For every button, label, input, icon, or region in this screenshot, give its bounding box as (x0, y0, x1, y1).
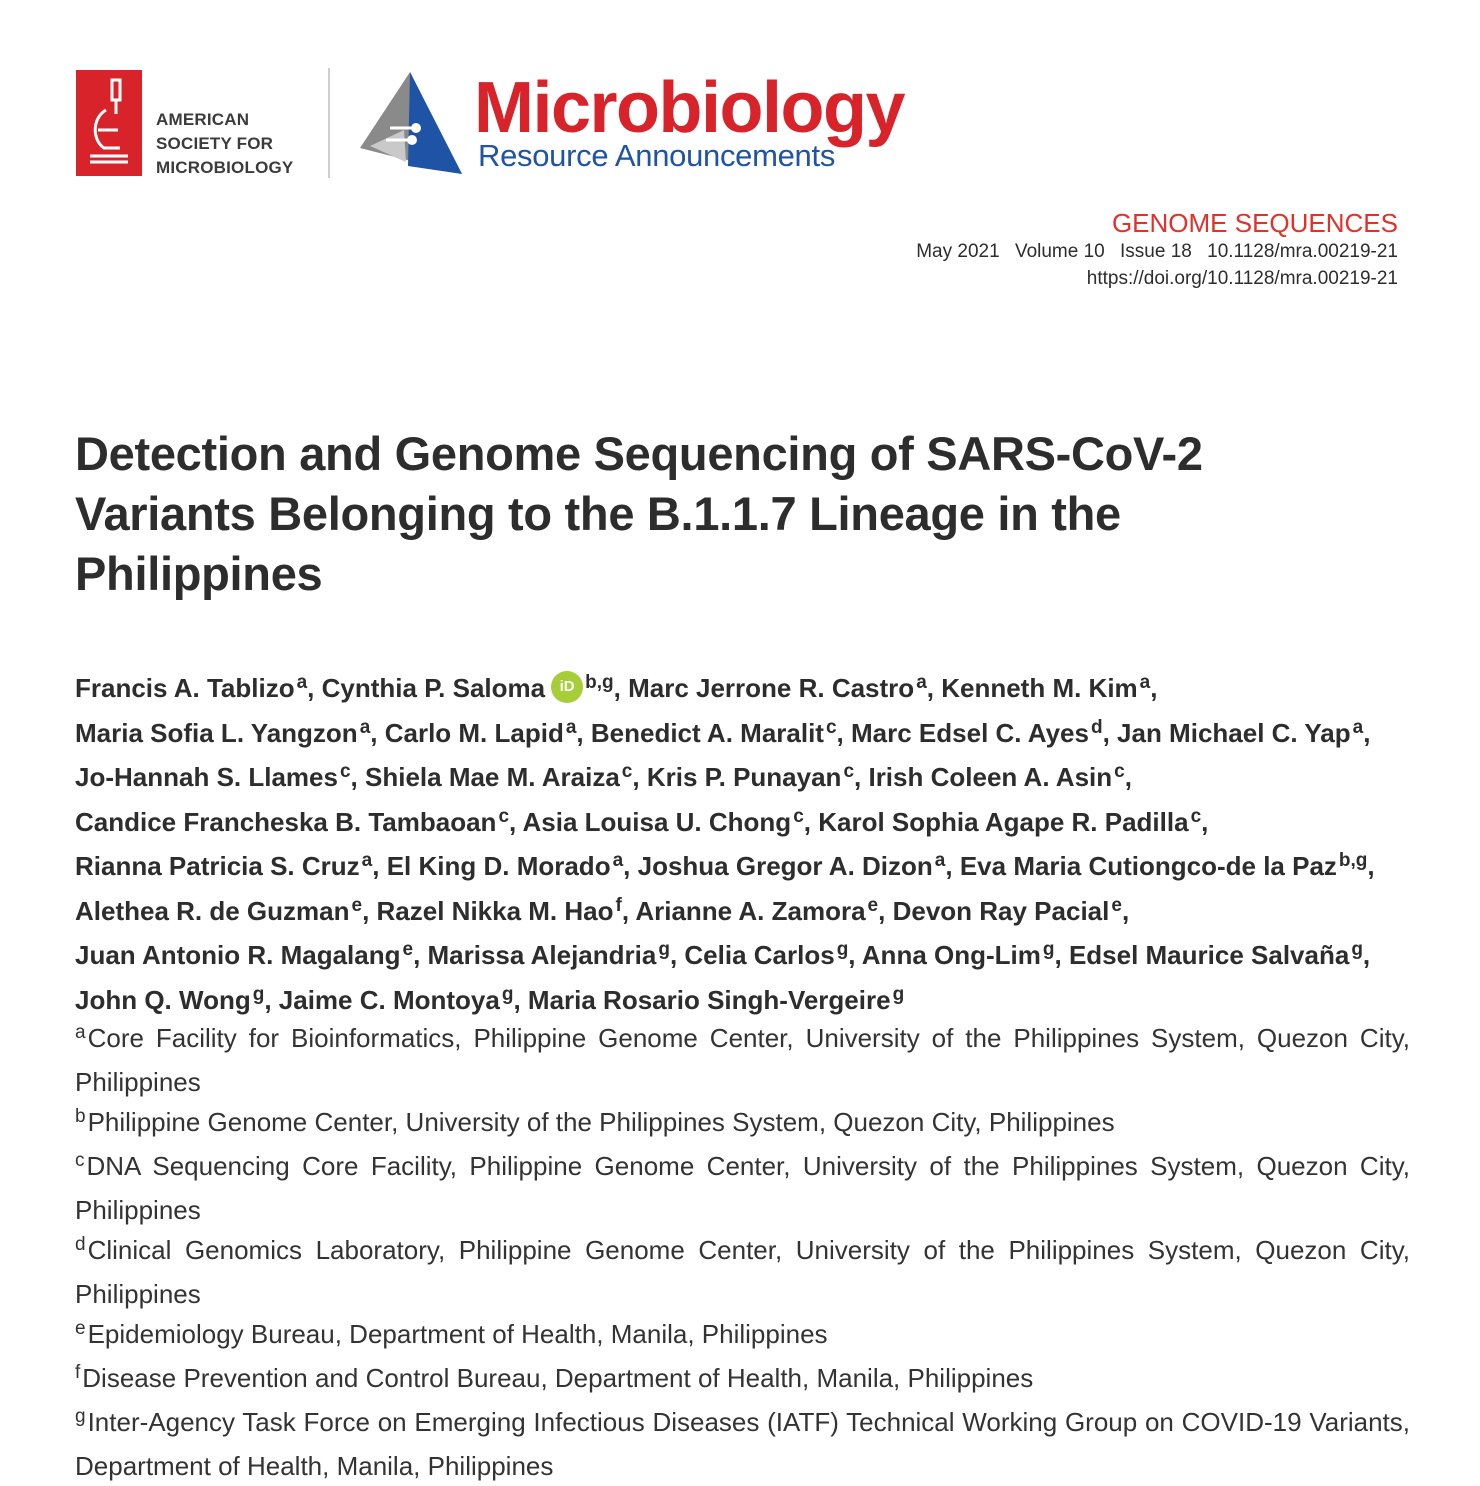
author-name: Joshua Gregor A. Dizon (637, 851, 933, 881)
author-affiliation-marker: g (252, 983, 265, 1005)
author (647, 762, 854, 792)
author (941, 673, 1150, 703)
author-list: Francis A. Tablizo $^a$, Cynthia P. Saloma iD $^{b,g}$, Marc Jerrone R. Castro $^a$, Kenneth M. Kim $^a$, Maria Sofia L. Yangzon $^a$, Carlo M. Lapid $^a$, Benedict A. Maralit $^c$, Marc Edsel C. Ayes $^d$, Jan Michael C. Yap $^a$, Jo-Hannah S. Llames $^c$, Shiela Mae M. Araiza $^c$, Kris P. Punayan $^c$, Irish Coleen A. Asin $^c$, Candice Francheska B. Tambaoan $^c$, Asia Louisa U. Chong $^c$, Karol Sophia Agape R. Padilla $^c$, Rianna Patricia S. Cruz $^a$, El King D. Morado $^a$, Joshua Gregor A. Dizon $^a$, Eva Maria Cutiongco-de la Paz $^{b,g}$, Alethea R. de Guzman $^e$, Razel Nikka M. Hao $^f$, Arianne A. Zamora $^e$, Devon Ray Pacial $^e$, Juan Antonio R. Magalang $^e$, Marissa Alejandria $^g$, Celia Carlos $^g$, Anna Ong-Lim $^g$, Edsel Maurice Salvaña $^g$, John Q. Wong $^g$, Jaime C. Montoya $^g$, Maria Rosario Singh-Vergeire $^g$ (75, 672, 1375, 1015)
author (684, 940, 848, 970)
author (75, 851, 372, 881)
section-label: GENOME SEQUENCES (1111, 208, 1398, 238)
author-name: John Q. Wong (75, 984, 251, 1015)
author-name: Rianna Patricia S. Cruz (75, 851, 360, 881)
author (851, 718, 1103, 748)
publication-date: May 2021 (916, 241, 1000, 262)
author-name: Cynthia P. Saloma (321, 673, 546, 703)
orcid-icon[interactable]: iD (551, 671, 583, 703)
author-name: Benedict A. Maralit (590, 717, 824, 748)
author (635, 896, 878, 926)
author-affiliation-marker: e (867, 894, 879, 916)
author (638, 851, 946, 881)
author (75, 807, 509, 837)
author-name: Arianne A. Zamora (635, 895, 866, 926)
journal-title: Microbiology (474, 68, 904, 148)
affiliation-key: g (75, 1406, 86, 1427)
author (862, 940, 1055, 970)
issue-line (916, 238, 1398, 265)
affiliation-key: e (75, 1318, 86, 1339)
author-name: Maria Sofia L. Yangzon (75, 717, 358, 748)
author (75, 762, 351, 792)
author-affiliation-marker: c (339, 761, 351, 782)
author-affiliation-marker: a (916, 672, 927, 693)
author-name: Asia Louisa U. Chong (522, 806, 792, 837)
affiliation (75, 1230, 1410, 1314)
author (75, 718, 370, 748)
author-name: Karol Sophia Agape R. Padilla (818, 806, 1189, 837)
paper-title: Detection and Genome Sequencing of SARS-CoV-2 Variants Belonging to the B.1.1.7 Lineage in the Philippines (75, 427, 1203, 600)
author (893, 896, 1122, 926)
journal-header (76, 68, 936, 180)
author-affiliation-marker: g (836, 939, 849, 960)
affiliation-key: f (75, 1362, 81, 1383)
affiliation-text: Core Facility for Bioinformatics, Philippine Genome Center, University of the Philippines System, Quezon City, Philippines (75, 1023, 1410, 1097)
journal-subtitle: Resource Announcements (478, 138, 836, 173)
publisher-line: AMERICAN (156, 110, 250, 129)
affiliation-text: DNA Sequencing Core Facility, Philippine Genome Center, University of the Philippines System, Quezon City, Philippines (75, 1151, 1410, 1225)
author-name: Marc Jerrone R. Castro (628, 673, 915, 703)
author-name: Juan Antonio R. Magalang (75, 940, 401, 970)
author-affiliation-marker: a (565, 716, 577, 738)
author-name: Jan Michael C. Yap (1117, 717, 1351, 748)
author (868, 762, 1124, 792)
author-affiliation-marker: c (825, 716, 837, 738)
affiliation-text: Inter-Agency Task Force on Emerging Infectious Diseases (IATF) Technical Working Group on COVID-19 Variants, Department of Health, Manila, Philippines (75, 1407, 1410, 1481)
volume: Volume 10 (1014, 241, 1105, 262)
affiliation-list (75, 1018, 1410, 1486)
author (528, 985, 904, 1015)
author-affiliation-marker: a (359, 716, 371, 738)
mra-logo-icon (360, 70, 464, 176)
author-name: Anna Ong-Lim (861, 940, 1041, 970)
author-name: Irish Coleen A. Asin (868, 762, 1113, 792)
author (75, 940, 413, 970)
author-name: Shiela Mae M. Araiza (365, 762, 620, 792)
author-affiliation-marker: a (934, 850, 946, 871)
author-affiliation-marker: g (1042, 939, 1055, 960)
author (75, 673, 307, 703)
author (1069, 940, 1363, 970)
author-name: Marc Edsel C. Ayes (851, 717, 1089, 748)
affiliation-key: d (75, 1234, 86, 1255)
author-affiliation-marker: g (658, 939, 670, 960)
author-name: Candice Francheska B. Tambaoan (75, 806, 497, 837)
author-name: Edsel Maurice Salvaña (1068, 940, 1350, 970)
affiliation (75, 1402, 1410, 1486)
author-name: Devon Ray Pacial (892, 895, 1110, 926)
author-affiliation-marker: g (892, 983, 905, 1005)
author-affiliation-marker: c (621, 761, 633, 782)
author-name: Kenneth M. Kim (941, 673, 1138, 703)
affiliation (75, 1018, 1410, 1102)
doi-short: 10.1128/mra.00219-21 (1207, 241, 1398, 262)
logo-divider (328, 68, 330, 178)
author (322, 673, 614, 703)
author (365, 762, 632, 792)
asm-wordmark (156, 108, 293, 180)
author-name: Alethea R. de Guzman (75, 895, 350, 926)
author-affiliation-marker: g (1351, 939, 1363, 960)
author-name: Marissa Alejandria (427, 940, 657, 970)
affiliation-key: c (75, 1150, 85, 1171)
author (628, 673, 927, 703)
author-affiliation-marker: a (361, 850, 373, 871)
author-affiliation-marker: a (296, 672, 308, 693)
author-name: Francis A. Tablizo (75, 673, 295, 703)
affiliation-text: Clinical Genomics Laboratory, Philippine Genome Center, University of the Philippines System, Quezon City, Philippines (75, 1235, 1410, 1309)
author-name: El King D. Morado (386, 851, 611, 881)
author-name: Kris P. Punayan (646, 762, 842, 792)
author (818, 807, 1201, 837)
author-name: Maria Rosario Singh-Vergeire (527, 984, 891, 1015)
author-affiliation-marker: e (402, 939, 414, 960)
author-affiliation-marker: c (498, 805, 510, 827)
author-affiliation-marker: e (1111, 894, 1122, 916)
microscope-icon (76, 70, 142, 176)
author-affiliation-marker: d (1090, 716, 1103, 738)
article-meta (916, 208, 1398, 292)
author (377, 896, 622, 926)
author (387, 851, 623, 881)
affiliation (75, 1146, 1410, 1230)
author-name: Jo-Hannah S. Llames (75, 762, 338, 792)
author (75, 985, 264, 1015)
author-name: Jaime C. Montoya (278, 984, 500, 1015)
author-name: Carlo M. Lapid (384, 717, 564, 748)
publisher-line: MICROBIOLOGY (156, 158, 294, 177)
affiliation (75, 1314, 1410, 1358)
doi-link[interactable]: https://doi.org/10.1128/mra.00219-21 (1086, 268, 1398, 289)
author (385, 718, 577, 748)
author (279, 985, 514, 1015)
author (1117, 718, 1363, 748)
asm-logo (76, 70, 142, 176)
author-affiliation-marker: b,g (585, 672, 614, 693)
author (523, 807, 804, 837)
author-affiliation-marker: f (615, 894, 622, 916)
author-affiliation-marker: b,g (1338, 850, 1368, 871)
author-affiliation-marker: a (612, 850, 624, 871)
affiliation-text: Epidemiology Bureau, Department of Health, Manila, Philippines (87, 1319, 828, 1349)
affiliation (75, 1358, 1410, 1402)
author-affiliation-marker: c (843, 761, 855, 782)
author-name: Razel Nikka M. Hao (376, 895, 614, 926)
affiliation-key: b (75, 1106, 86, 1127)
author (960, 851, 1368, 881)
author (591, 718, 837, 748)
affiliation (75, 1102, 1410, 1146)
affiliation-key: a (75, 1022, 86, 1043)
author (428, 940, 670, 970)
author-affiliation-marker: g (501, 983, 514, 1005)
author-affiliation-marker: c (1190, 805, 1202, 827)
author-affiliation-marker: a (1352, 716, 1364, 738)
affiliation-text: Disease Prevention and Control Bureau, Department of Health, Manila, Philippines (82, 1363, 1034, 1393)
author-affiliation-marker: c (793, 805, 804, 827)
author-affiliation-marker: e (351, 894, 363, 916)
affiliation-text: Philippine Genome Center, University of the Philippines System, Quezon City, Philippines (87, 1107, 1115, 1137)
author-affiliation-marker: c (1114, 761, 1125, 782)
issue: Issue 18 (1120, 241, 1192, 262)
author-name: Celia Carlos (684, 940, 835, 970)
publisher-line: SOCIETY FOR (156, 134, 274, 153)
author (75, 896, 362, 926)
author-name: Eva Maria Cutiongco-de la Paz (959, 851, 1337, 881)
author-affiliation-marker: a (1139, 672, 1151, 693)
